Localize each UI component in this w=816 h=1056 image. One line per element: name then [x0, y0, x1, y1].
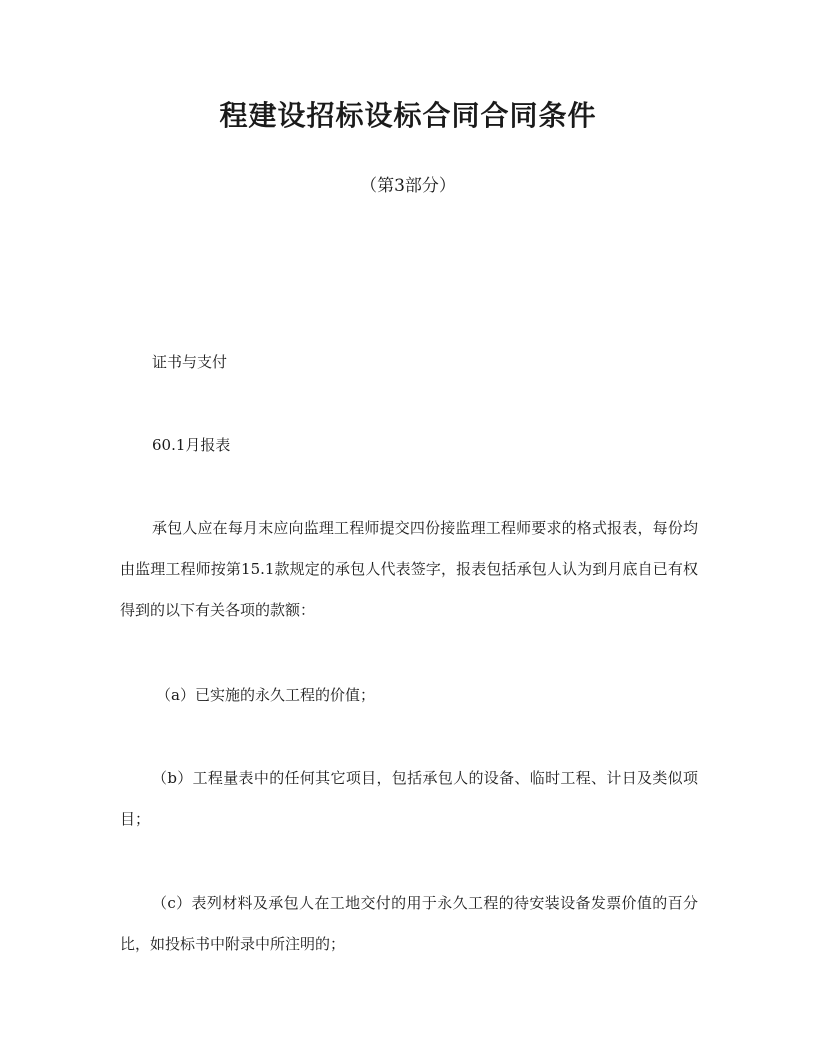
list-item-a: （a）已实施的永久工程的价值；: [156, 686, 375, 704]
list-item-b: （b）工程量表中的任何其它项目，包括承包人的设备、临时工程、计日及类似项目；: [120, 769, 698, 828]
list-item-c: （c）表列材料及承包人在工地交付的用于永久工程的待安装设备发票价值的百分比，如投标书中附录中所注明的；: [120, 894, 698, 953]
section-heading: 证书与支付: [152, 353, 228, 371]
clause-heading: 60.1月报表: [152, 436, 231, 454]
document-title: 程建设招标设标合同合同条件: [219, 99, 597, 132]
document-subtitle: （第3部分）: [360, 176, 456, 196]
body-paragraph: 承包人应在每月末应向监理工程师提交四份接监理工程师要求的格式报表，每份均由监理工程师按第15.1款规定的承包人代表签字，报表包括承包人认为到月底自已有权得到的以下有关各项的款额：: [120, 519, 698, 619]
